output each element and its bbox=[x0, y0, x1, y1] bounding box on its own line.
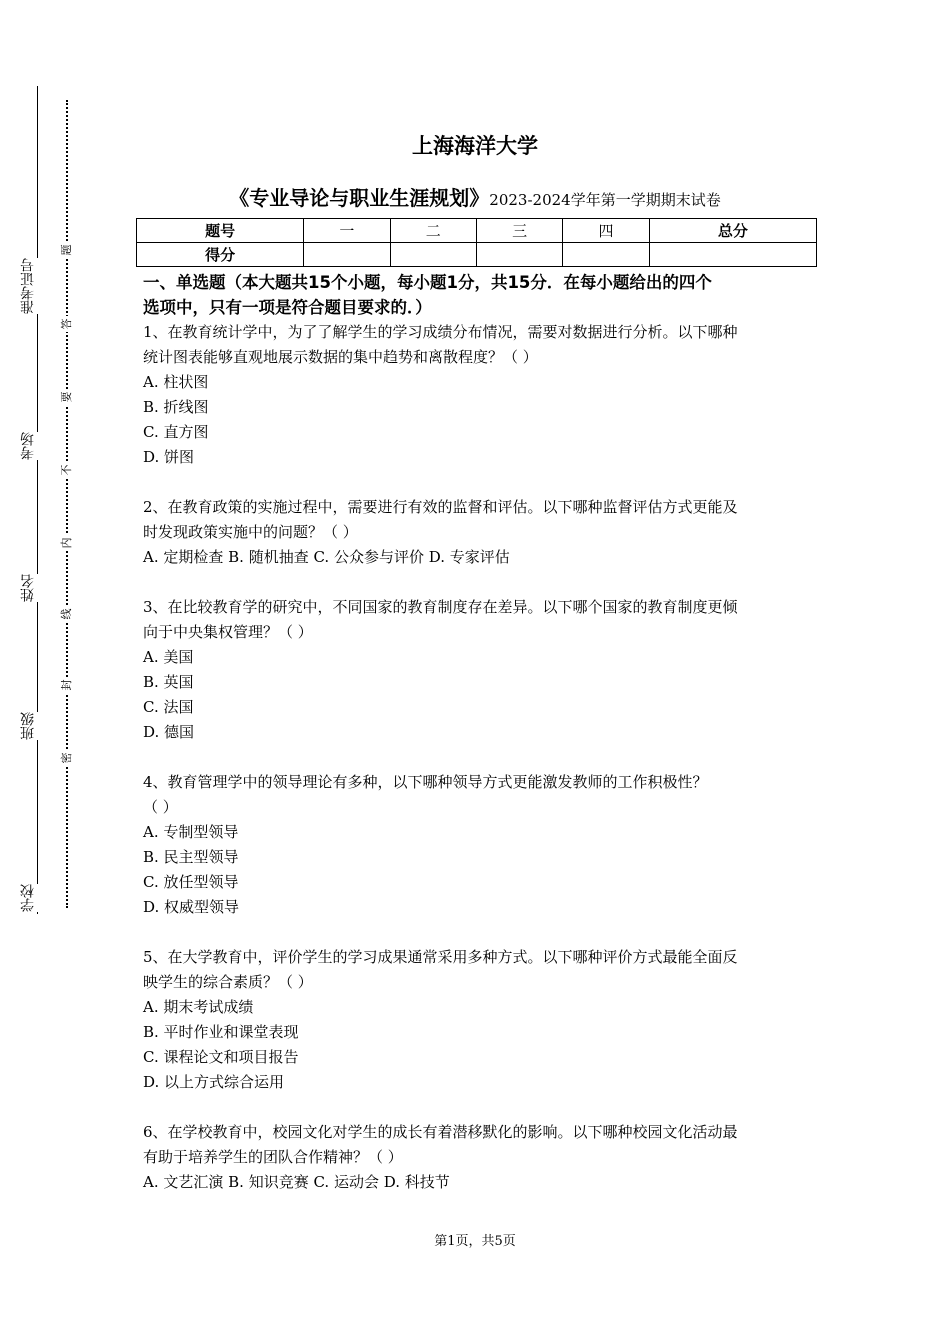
section-heading-line: 一、单选题（本大题共15个小题，每小题1分，共15分．在每小题给出的四个 bbox=[143, 273, 712, 292]
label-school: 学校 bbox=[18, 884, 48, 912]
score-cell[interactable] bbox=[649, 243, 816, 267]
option: D. 饼图 bbox=[143, 448, 195, 466]
label-exam-id: 准考证号 bbox=[18, 258, 48, 314]
question-5 bbox=[143, 945, 811, 1095]
score-table bbox=[136, 218, 817, 267]
question-2 bbox=[143, 495, 811, 570]
option: B. 平时作业和课堂表现 bbox=[143, 1023, 299, 1041]
label-exam-room: 考场 bbox=[18, 432, 48, 460]
score-row-label: 得分 bbox=[137, 243, 304, 267]
term-label: 2023-2024学年第一学期期末试卷 bbox=[489, 191, 721, 209]
option: D. 德国 bbox=[143, 723, 195, 741]
option: C. 直方图 bbox=[143, 423, 209, 441]
exam-title bbox=[0, 182, 950, 211]
option: C. 放任型领导 bbox=[143, 873, 239, 891]
section-heading-line: 选项中，只有一项是符合题目要求的．） bbox=[143, 298, 432, 317]
seal-char: 线 bbox=[59, 606, 75, 622]
question-stem: 3、在比较教育学的研究中，不同国家的教育制度存在差异。以下哪个国家的教育制度更倾 bbox=[143, 598, 738, 616]
question-stem: 6、在学校教育中，校园文化对学生的成长有着潜移默化的影响。以下哪种校园文化活动最 bbox=[143, 1123, 738, 1141]
label-class: 班级 bbox=[18, 712, 48, 740]
option: C. 法国 bbox=[143, 698, 194, 716]
score-header-cell: 三 bbox=[476, 219, 562, 243]
score-header-cell: 四 bbox=[563, 219, 649, 243]
question-1 bbox=[143, 320, 811, 470]
option: A. 期末考试成绩 bbox=[143, 998, 254, 1016]
score-cell[interactable] bbox=[390, 243, 476, 267]
question-3 bbox=[143, 595, 811, 745]
score-header-cell: 总分 bbox=[649, 219, 816, 243]
score-header-cell: 二 bbox=[390, 219, 476, 243]
option: A. 定期检查 B. 随机抽查 C. 公众参与评价 D. 专家评估 bbox=[143, 548, 510, 566]
score-cell[interactable] bbox=[304, 243, 390, 267]
option: B. 英国 bbox=[143, 673, 194, 691]
seal-char: 内 bbox=[59, 535, 75, 551]
option: A. 文艺汇演 B. 知识竞赛 C. 运动会 D. 科技节 bbox=[143, 1173, 450, 1191]
question-6 bbox=[143, 1120, 811, 1195]
score-header-cell: 题号 bbox=[137, 219, 304, 243]
option: A. 柱状图 bbox=[143, 373, 209, 391]
question-stem: 有助于培养学生的团队合作精神？（ ） bbox=[143, 1148, 403, 1166]
binding-line-dotted bbox=[66, 100, 68, 908]
question-stem: 2、在教育政策的实施过程中，需要进行有效的监督和评估。以下哪种监督评估方式更能及 bbox=[143, 498, 738, 516]
question-stem: 映学生的综合素质？（ ） bbox=[143, 973, 313, 991]
score-header-cell: 一 bbox=[304, 219, 390, 243]
question-4 bbox=[143, 770, 811, 920]
option: D. 权威型领导 bbox=[143, 898, 240, 916]
option: B. 民主型领导 bbox=[143, 848, 239, 866]
question-stem: 时发现政策实施中的问题？（ ） bbox=[143, 523, 358, 541]
score-cell[interactable] bbox=[563, 243, 649, 267]
question-stem: 向于中央集权管理？（ ） bbox=[143, 623, 313, 641]
question-stem: 1、在教育统计学中，为了了解学生的学习成绩分布情况，需要对数据进行分析。以下哪种 bbox=[143, 323, 738, 341]
score-table-header-row bbox=[137, 219, 817, 243]
option: A. 专制型领导 bbox=[143, 823, 239, 841]
question-stem: 统计图表能够直观地展示数据的集中趋势和离散程度？（ ） bbox=[143, 348, 538, 366]
option: B. 折线图 bbox=[143, 398, 209, 416]
score-table-score-row bbox=[137, 243, 817, 267]
seal-char: 封 bbox=[59, 677, 75, 693]
option: C. 课程论文和项目报告 bbox=[143, 1048, 299, 1066]
university-title: 上海海洋大学 bbox=[412, 134, 538, 158]
option: D. 以上方式综合运用 bbox=[143, 1073, 285, 1091]
seal-char: 题 bbox=[59, 242, 75, 258]
question-stem: （ ） bbox=[143, 798, 178, 816]
exam-content bbox=[143, 270, 811, 1195]
seal-char: 不 bbox=[59, 462, 75, 478]
course-title: 《专业导论与职业生涯规划》 bbox=[229, 186, 490, 210]
score-cell[interactable] bbox=[476, 243, 562, 267]
seal-char: 答 bbox=[59, 316, 75, 332]
question-stem: 5、在大学教育中，评价学生的学习成果通常采用多种方式。以下哪种评价方式最能全面反 bbox=[143, 948, 738, 966]
label-name: 姓名 bbox=[18, 574, 48, 602]
question-stem: 4、教育管理学中的领导理论有多种，以下哪种领导方式更能激发教师的工作积极性？ bbox=[143, 773, 708, 791]
page-footer: 第1页，共5页 bbox=[434, 1234, 516, 1249]
section-heading bbox=[143, 270, 811, 320]
seal-char: 密 bbox=[59, 750, 75, 766]
option: A. 美国 bbox=[143, 648, 194, 666]
seal-char: 要 bbox=[59, 389, 75, 405]
